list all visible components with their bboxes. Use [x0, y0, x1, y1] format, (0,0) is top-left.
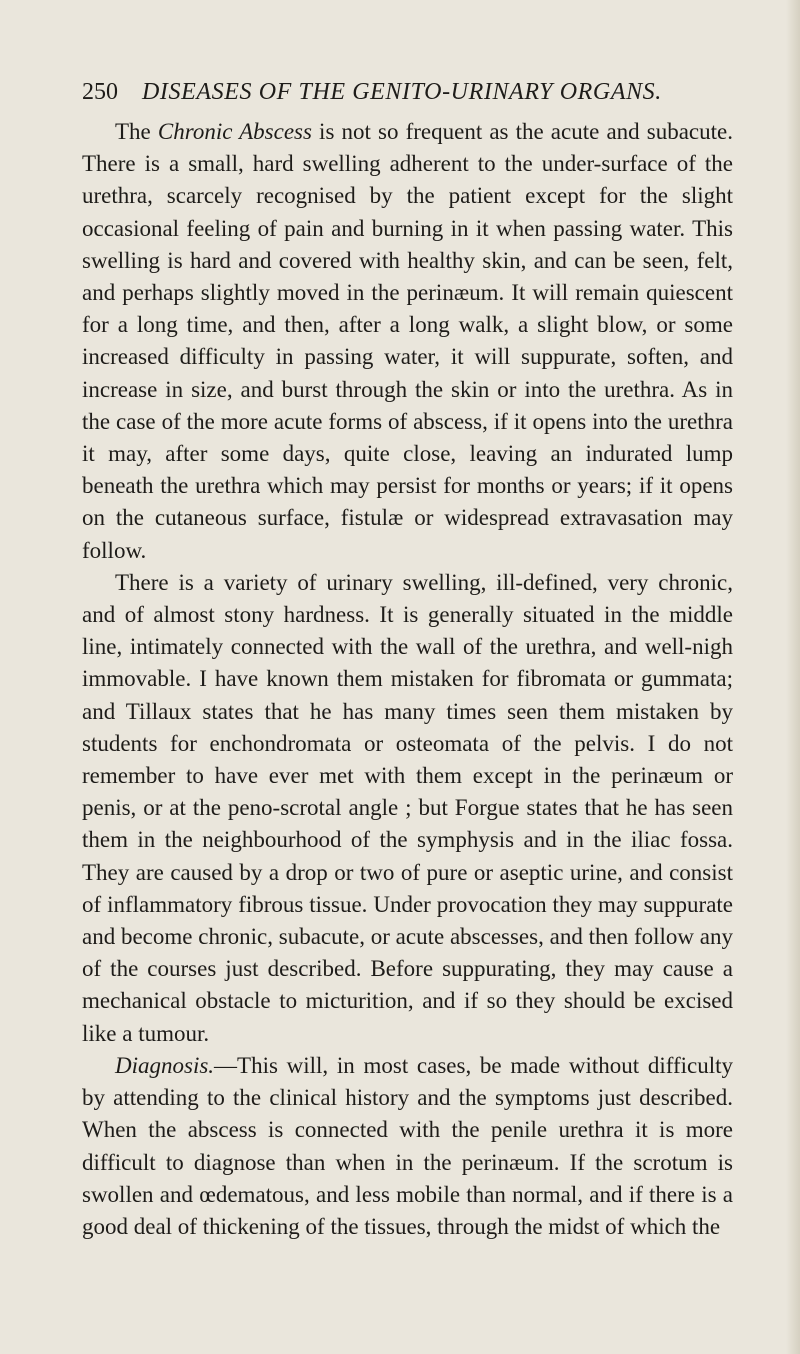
paragraph-lead: The: [115, 119, 158, 144]
paragraph-text: There is a variety of urinary swelling, ill-defined, very chronic, and of almost stony hardness. It is generally situated in the middle line, intimately connected with the wall of the urethra, and well-nigh immovable. I have known them mistaken for fibromata or gummata; and Tillaux states that he has many times seen them mistaken by students for enchondromata or osteomata of the pelvis. I do not remember to have ever met with them except in the perinæum or penis, or at the peno-scrotal angle ; but Forgue states that he has seen them in the neighbourhood of the symphysis and in the iliac fossa. They are caused by a drop or two of pure or aseptic urine, and consist of inflammatory fibrous tissue. Under provocation they may suppurate and become chronic, subacute, or acute abscesses, and then follow any of the courses just described. Before suppurating, they may cause a mechanical obstacle to micturition, and if so they should be excised like a tumour.: [82, 569, 733, 1046]
section-heading-diagnosis: Diagnosis.: [115, 1052, 215, 1078]
page-edge-shadow: [786, 0, 800, 1354]
paragraph-text: is not so frequent as the acute and subacute. There is a small, hard swelling adherent to the under-surface of the urethra, scarcely recognised by the patient except for the slight occasional feeling of pain and burning in it when passing water. This swelling is hard and covered with healthy skin, and can be seen, felt, and perhaps slightly moved in the perinæum. It will remain quiescent for a long time, and then, after a long walk, a slight blow, or some increased difficulty in passing water, it will suppurate, soften, and increase in size, and burst through the skin or into the urethra. As in the case of the more acute forms of abscess, if it opens into the urethra it may, after some days, quite close, leaving an indurated lump beneath the urethra which may persist for months or years; if it opens on the cutaneous surface, fistulæ or widespread extravasation may follow.: [82, 119, 733, 563]
running-title: DISEASES OF THE GENITO-URINARY ORGANS.: [142, 79, 662, 105]
section-heading-chronic-abscess: Chronic Abscess: [157, 119, 312, 144]
running-header: [82, 76, 762, 108]
paragraph-chronic-abscess: [82, 116, 733, 567]
paragraph-urinary-swelling: [82, 567, 733, 1050]
body-text: [82, 116, 733, 1243]
page-number: 250: [82, 79, 118, 105]
paragraph-diagnosis: [82, 1050, 733, 1243]
paragraph-text: —This will, in most cases, be made without difficulty by attending to the clinical history and the symptoms just described. When the abscess is connected with the penile urethra it is more difficult to diagnose than when in the perinæum. If the scrotum is swollen and œdematous, and less mobile than normal, and if there is a good deal of thickening of the tissues, through the midst of which the: [82, 1052, 733, 1239]
